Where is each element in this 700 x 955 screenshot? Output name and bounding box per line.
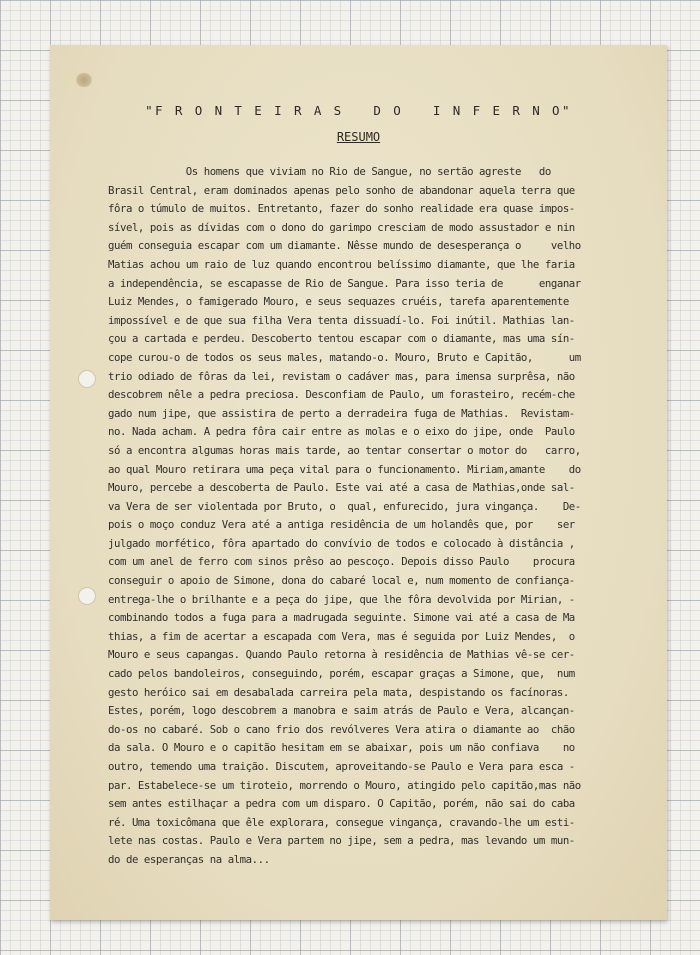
text-line: par. Estabelece-se um tiroteio, morrendo o Mouro, atingido pelo capitão,mas não	[108, 778, 581, 792]
text-line: Luiz Mendes, o famigerado Mouro, e seus sequazes cruéis, tarefa aparentemente	[108, 295, 569, 309]
text-line: impossível e de que sua filha Vera tenta dissuadí-lo. Foi inútil. Mathias lan-	[108, 313, 575, 327]
text-line: sem antes estilhaçar a pedra com um disparo. O Capitão, porém, não sai do caba	[108, 797, 575, 811]
text-line: Mouro, percebe a descoberta de Paulo. Este vai até a casa de Mathias,onde sal-	[108, 481, 575, 495]
text-line: Os homens que viviam no Rio de Sangue, no sertão agreste do	[108, 165, 551, 178]
text-line: fôra o túmulo de muitos. Entretanto, fazer do sonho realidade era quase impos-	[108, 202, 575, 216]
paper-stain	[76, 73, 92, 87]
text-line: descobrem nêle a pedra preciosa. Desconfiam de Paulo, um forasteiro, recém-che	[108, 388, 575, 402]
text-line: guém conseguia escapar com um diamante. Nêsse mundo de desesperança o velho	[108, 239, 581, 253]
text-line: do-os no cabaré. Sob o cano frio dos revólveres Vera atira o diamante ao chão	[108, 722, 575, 736]
text-line: entrega-lhe o brilhante e a peça do jipe, que lhe fôra devolvida por Mirian, -	[108, 592, 575, 606]
punch-hole-top	[78, 370, 96, 388]
document-page	[50, 45, 667, 920]
document-subtitle: RESUMO	[336, 130, 381, 144]
text-line: julgado morfético, fôra apartado do convívio de todos e colocado à distância ,	[108, 536, 575, 550]
text-line: conseguir o apoio de Simone, dona do cabaré local e, num momento de confiança-	[108, 574, 575, 588]
punch-hole-bottom	[78, 587, 96, 605]
document-title: "F R O N T E I R A S D O I N F E R N O"	[145, 103, 572, 118]
text-line: outro, temendo uma traição. Discutem, aproveitando-se Paulo e Vera para esca -	[108, 760, 575, 773]
text-line: Brasil Central, eram dominados apenas pelo sonho de abandonar aquela terra que	[108, 183, 575, 197]
text-line: gado num jipe, que assistira de perto a derradeira fuga de Mathias. Revistam-	[108, 406, 575, 420]
text-line: cado pelos bandoleiros, conseguindo, porém, escapar graças a Simone, que, num	[108, 667, 575, 681]
text-line: cope curou-o de todos os seus males, matando-o. Mouro, Bruto e Capitão, um	[108, 350, 581, 364]
text-line: Mouro e seus capangas. Quando Paulo retorna à residência de Mathias vê-se cer-	[108, 648, 575, 662]
text-line: a independência, se escapasse de Rio de Sangue. Para isso teria de enganar	[108, 276, 581, 290]
text-line: ré. Uma toxicômana que êle explorara, consegue vingança, cravando-lhe um esti-	[108, 815, 575, 829]
text-line: Estes, porém, logo descobrem a manobra e saim atrás de Paulo e Vera, alcançan-	[108, 704, 575, 718]
text-line: ao qual Mouro retirara uma peça vital para o funcionamento. Miriam,amante do	[108, 462, 581, 476]
text-line: çou a cartada e perdeu. Descoberto tentou escapar com o diamante, mas uma sín-	[108, 332, 575, 346]
text-line: va Vera de ser violentada por Bruto, o qual, enfurecido, jura vingança. De-	[108, 499, 581, 513]
text-line: pois o moço conduz Vera até a antiga residência de um holandês que, por ser	[108, 518, 575, 532]
text-line: lete nas costas. Paulo e Vera partem no jipe, sem a pedra, mas levando um mun-	[108, 834, 575, 848]
text-line: do de esperanças na alma...	[108, 852, 270, 866]
text-line: no. Nada acham. A pedra fôra cair entre as molas e o eixo do jipe, onde Paulo	[108, 425, 575, 439]
text-line: com um anel de ferro com sinos prêso ao pescoço. Depois disso Paulo procura	[108, 555, 575, 569]
text-line: só a encontra algumas horas mais tarde, ao tentar consertar o motor do carro,	[108, 443, 581, 457]
text-line: gesto heróico sai em desabalada carreira pela mata, despistando os facínoras.	[108, 685, 569, 699]
text-line: thias, a fim de acertar a escapada com Vera, mas é seguida por Luiz Mendes, o	[108, 629, 575, 643]
summary-body	[108, 163, 628, 870]
text-line: Matias achou um raio de luz quando encontrou belíssimo diamante, que lhe faria	[108, 257, 575, 271]
text-line: combinando todos a fuga para a madrugada seguinte. Simone vai até a casa de Ma	[108, 611, 575, 625]
text-line: sível, pois as dívidas com o dono do garimpo cresciam de modo assustador e nin	[108, 220, 575, 234]
text-line: trio odiado de fôras da lei, revistam o cadáver mas, para imensa surprêsa, não	[108, 369, 575, 383]
text-line: da sala. O Mouro e o capitão hesitam em se abaixar, pois um não confiava no	[108, 741, 575, 755]
